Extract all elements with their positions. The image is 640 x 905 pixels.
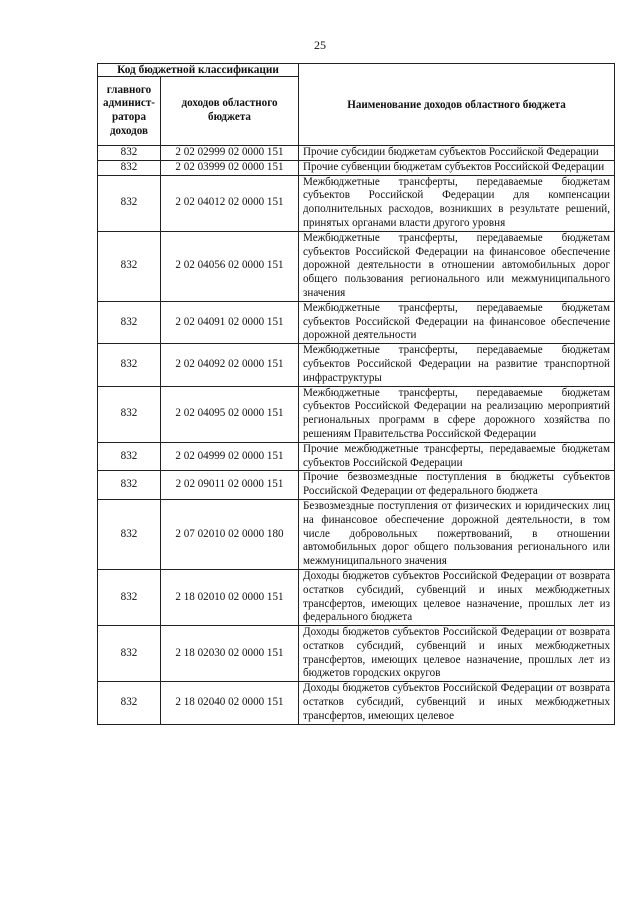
admin-code: 832 [98, 146, 161, 161]
income-code: 2 02 02999 02 0000 151 [161, 146, 299, 161]
table-row [98, 344, 615, 386]
income-code: 2 02 04012 02 0000 151 [161, 175, 299, 231]
income-name: Межбюджетные трансферты, передаваемые бюджетам субъектов Российской Федерации на финансовое обеспечение дорожной деятельности [299, 301, 615, 343]
income-code: 2 07 02010 02 0000 180 [161, 499, 299, 569]
admin-code: 832 [98, 471, 161, 500]
table-row [98, 160, 615, 175]
admin-code: 832 [98, 442, 161, 471]
admin-code: 832 [98, 231, 161, 301]
header-regional-income: доходов областного бюджета [161, 77, 299, 146]
income-name: Межбюджетные трансферты, передаваемые бюджетам субъектов Российской Федерации на реализацию мероприятий региональных программ в сфере дорожного хозяйства по решениям Правительства Российской Федерации [299, 386, 615, 442]
income-name: Межбюджетные трансферты, передаваемые бюджетам субъектов Российской Федерации для компенсации дополнительных расходов, возникших в результате решений, принятых органами власти другого уровня [299, 175, 615, 231]
income-name: Прочие субвенции бюджетам субъектов Российской Федерации [299, 160, 615, 175]
admin-code: 832 [98, 344, 161, 386]
budget-classification-table [97, 63, 615, 725]
table-row [98, 146, 615, 161]
admin-code: 832 [98, 626, 161, 682]
income-name: Прочие безвозмездные поступления в бюджеты субъектов Российской Федерации от федерального бюджета [299, 471, 615, 500]
income-code: 2 02 04091 02 0000 151 [161, 301, 299, 343]
admin-code: 832 [98, 386, 161, 442]
income-code: 2 18 02030 02 0000 151 [161, 626, 299, 682]
admin-code: 832 [98, 682, 161, 724]
page-number: 25 [314, 38, 326, 52]
admin-code: 832 [98, 499, 161, 569]
income-code: 2 02 03999 02 0000 151 [161, 160, 299, 175]
header-income-name: Наименование доходов областного бюджета [299, 64, 615, 146]
income-name: Безвозмездные поступления от физических и юридических лиц на финансовое обеспечение дорожной деятельности, в том числе добровольных пожертвований, в отношении автомобильных дорог общего пользования регионального или межмуниципального значения [299, 499, 615, 569]
table-row [98, 569, 615, 625]
income-name: Прочие межбюджетные трансферты, передаваемые бюджетам субъектов Российской Федерации [299, 442, 615, 471]
income-code: 2 02 04056 02 0000 151 [161, 231, 299, 301]
table-row [98, 682, 615, 724]
income-code: 2 02 04999 02 0000 151 [161, 442, 299, 471]
header-budget-classification-code: Код бюджетной классификации [98, 64, 299, 77]
income-name: Прочие субсидии бюджетам субъектов Российской Федерации [299, 146, 615, 161]
admin-code: 832 [98, 160, 161, 175]
income-name: Межбюджетные трансферты, передаваемые бюджетам субъектов Российской Федерации на финансовое обеспечение дорожной деятельности в отношении автомобильных дорог общего пользования регионального или межмуниципального значения [299, 231, 615, 301]
income-code: 2 18 02010 02 0000 151 [161, 569, 299, 625]
table-row [98, 471, 615, 500]
admin-code: 832 [98, 301, 161, 343]
table-body [98, 146, 615, 725]
table-row [98, 301, 615, 343]
income-code: 2 02 09011 02 0000 151 [161, 471, 299, 500]
table-row [98, 175, 615, 231]
income-code: 2 18 02040 02 0000 151 [161, 682, 299, 724]
income-name: Доходы бюджетов субъектов Российской Федерации от возврата остатков субсидий, субвенций и иных межбюджетных трансфертов, имеющих целевое назначение, прошлых лет из федерального бюджета [299, 569, 615, 625]
admin-code: 832 [98, 175, 161, 231]
table-row [98, 231, 615, 301]
table-row [98, 386, 615, 442]
income-code: 2 02 04095 02 0000 151 [161, 386, 299, 442]
income-code: 2 02 04092 02 0000 151 [161, 344, 299, 386]
header-chief-administrator: главного админист-ратора доходов [98, 77, 161, 146]
income-name: Доходы бюджетов субъектов Российской Федерации от возврата остатков субсидий, субвенций и иных межбюджетных трансфертов, имеющих целевое назначение, прошлых лет из бюджетов городских округов [299, 626, 615, 682]
income-name: Доходы бюджетов субъектов Российской Федерации от возврата остатков субсидий, субвенций и иных межбюджетных трансфертов, имеющих целевое [299, 682, 615, 724]
table-row [98, 626, 615, 682]
table-row [98, 499, 615, 569]
admin-code: 832 [98, 569, 161, 625]
table-row [98, 442, 615, 471]
income-name: Межбюджетные трансферты, передаваемые бюджетам субъектов Российской Федерации на развитие транспортной инфраструктуры [299, 344, 615, 386]
